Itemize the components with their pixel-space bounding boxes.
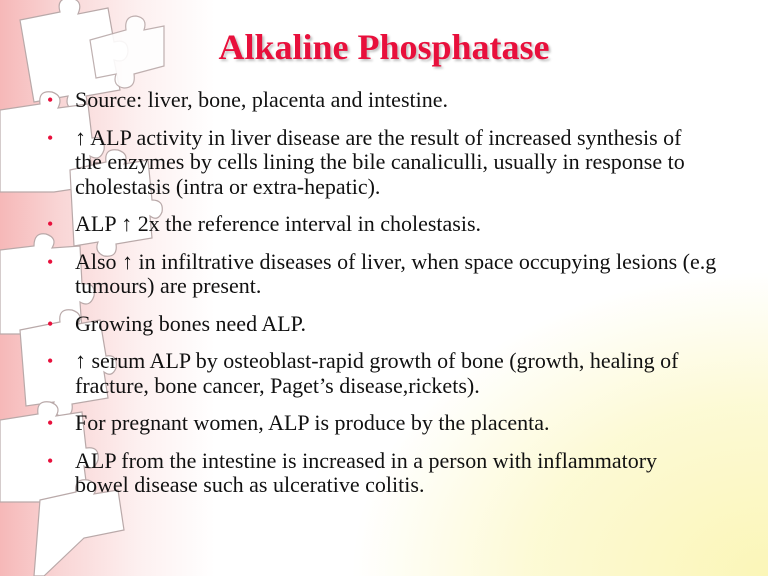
- slide-title: Alkaline Phosphatase: [218, 27, 550, 67]
- bullet-text: ALP ↑ 2x the reference interval in cholestasis.: [75, 211, 482, 236]
- bullet-item: [48, 449, 748, 498]
- bullet-item: [48, 88, 748, 113]
- bullet-icon: •: [47, 251, 54, 272]
- bullet-item: [48, 411, 748, 436]
- bullet-icon: •: [47, 90, 54, 110]
- bullet-item: [48, 126, 748, 200]
- bullet-icon: •: [47, 214, 54, 234]
- bullet-icon: •: [47, 351, 54, 371]
- bullet-text: Also ↑ in infiltrative diseases of liver, when space occupying lesions (e.g tumours) are present.: [75, 248, 717, 298]
- bullet-item: [48, 312, 748, 337]
- bullet-icon: •: [47, 450, 54, 471]
- bullet-icon: •: [47, 127, 54, 148]
- bullet-icon: •: [47, 313, 54, 334]
- bullet-item: [48, 349, 748, 398]
- bullet-text: ALP from the intestine is increased in a person with inflammatory bowel disease such as ulcerative colitis.: [75, 447, 658, 497]
- bullet-text: ↑ ALP activity in liver disease are the result of increased synthesis of the enzymes by cells lining the bile canaliculli, usually in response to cholestasis (intra or extra-hepatic).: [75, 124, 685, 199]
- bullet-text: ↑ serum ALP by osteoblast-rapid growth of bone (growth, healing of fracture, bone cancer, Paget’s disease,rickets).: [75, 348, 679, 398]
- bullet-text: For pregnant women, ALP is produce by the placenta.: [75, 410, 550, 435]
- bullet-text: Growing bones need ALP.: [75, 310, 306, 336]
- bullet-list: [48, 88, 748, 511]
- bullet-icon: •: [47, 413, 54, 433]
- bullet-text: Source: liver, bone, placenta and intestine.: [75, 87, 448, 112]
- bullet-item: [48, 212, 748, 237]
- bullet-item: [48, 250, 748, 299]
